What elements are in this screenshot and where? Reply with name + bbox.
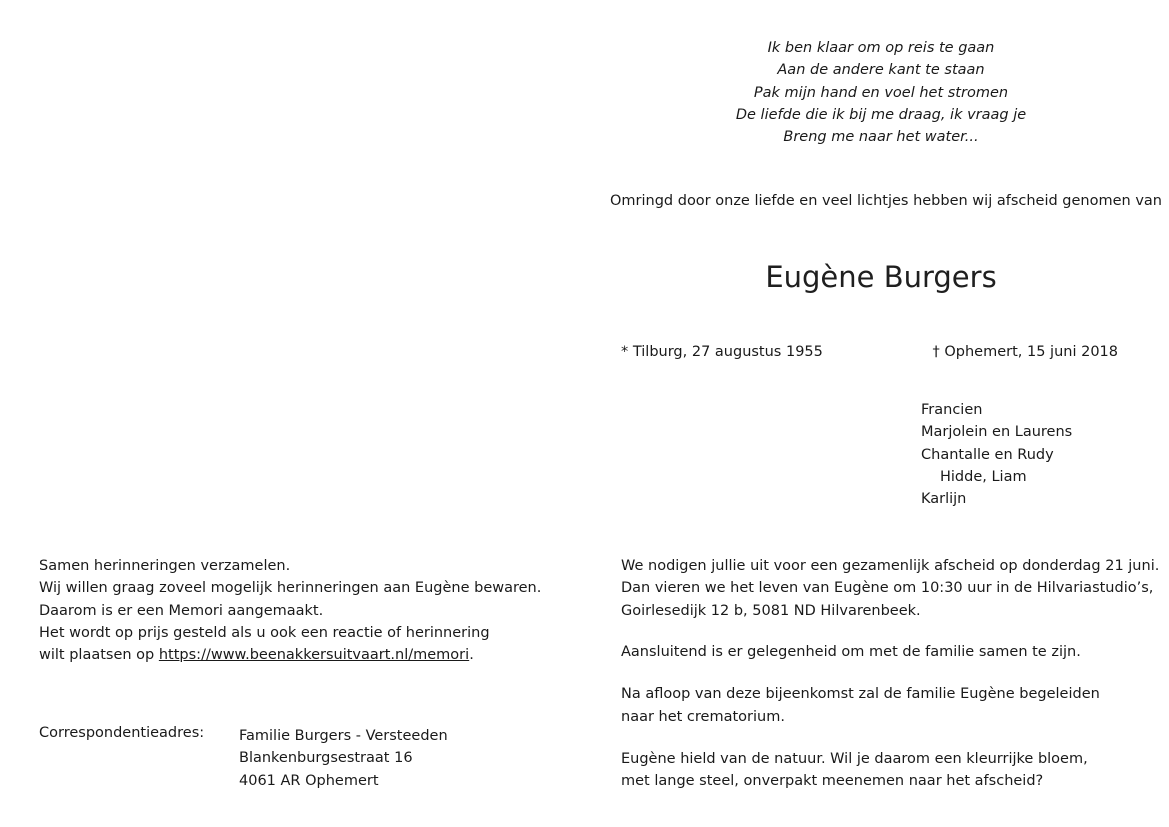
invitation-line: naar het crematorium.	[621, 708, 785, 725]
correspondence-label: Correspondentieadres:	[39, 725, 205, 741]
poem-line: Ik ben klaar om op reis te gaan	[767, 40, 995, 56]
poem-line: Breng me naar het water...	[783, 129, 979, 146]
poem	[700, 37, 1062, 148]
paragraph-gap	[621, 728, 1159, 748]
paragraph-gap	[621, 664, 1159, 684]
memories-line: Samen herinneringen verzamelen.	[39, 558, 291, 574]
invitation-line: Na afloop van deze bijeenkomst zal de familie Eugène begeleiden	[621, 686, 1100, 703]
death-info: † Ophemert, 15 juni 2018	[932, 344, 1118, 360]
memories-line-suffix: .	[469, 647, 474, 664]
family-member: Francien	[921, 402, 983, 418]
poem-line: Pak mijn hand en voel het stromen	[753, 84, 1009, 101]
family-member: Marjolein en Laurens	[921, 424, 1073, 441]
address-line: 4061 AR Ophemert	[239, 772, 379, 789]
memories-line: Wij willen graag zoveel mogelijk herinneringen aan Eugène bewaren.	[39, 580, 542, 597]
poem-line: Aan de andere kant te staan	[777, 62, 985, 79]
memories-line: Daarom is er een Memori aangemaakt.	[39, 602, 324, 619]
paragraph-gap	[621, 622, 1159, 642]
invitation-line: Aansluitend is er gelegenheid om met de familie samen te zijn.	[621, 644, 1081, 661]
invitation-line: Dan vieren we het leven van Eugène om 10:30 uur in de Hilvariastudio’s,	[621, 580, 1154, 597]
address-line: Familie Burgers - Versteeden	[239, 728, 448, 744]
birth-info: * Tilburg, 27 augustus 1955	[621, 344, 823, 360]
address-line: Blankenburgsestraat 16	[239, 750, 413, 767]
intro-text: Omringd door onze liefde en veel lichtjes hebben wij afscheid genomen van	[610, 193, 1162, 209]
memori-link[interactable]: https://www.beenakkersuitvaart.nl/memori	[158, 647, 470, 664]
invitation-line: Goirlesedijk 12 b, 5081 ND Hilvarenbeek.	[621, 602, 921, 619]
family-list	[921, 399, 1072, 510]
invitation-line: We nodigen jullie uit voor een gezamenlijk afscheid op donderdag 21 juni.	[621, 558, 1160, 574]
memories-line-prefix: wilt plaatsen op	[39, 647, 159, 664]
invitation-section	[621, 555, 1159, 792]
family-member: Chantalle en Rudy	[921, 446, 1054, 463]
invitation-line: Eugène hield van de natuur. Wil je daarom een kleurrijke bloem,	[621, 750, 1088, 767]
family-member-grandchildren: Hidde, Liam	[940, 468, 1027, 485]
memories-section	[39, 555, 541, 666]
deceased-name: Eugène Burgers	[765, 260, 997, 294]
correspondence-address	[239, 725, 448, 792]
family-member: Karlijn	[921, 491, 967, 508]
memories-line	[39, 644, 541, 666]
poem-line: De liefde die ik bij me draag, ik vraag je	[735, 106, 1027, 123]
memories-line: Het wordt op prijs gesteld als u ook een reactie of herinnering	[39, 624, 490, 641]
invitation-line: met lange steel, onverpakt meenemen naar het afscheid?	[621, 772, 1044, 789]
